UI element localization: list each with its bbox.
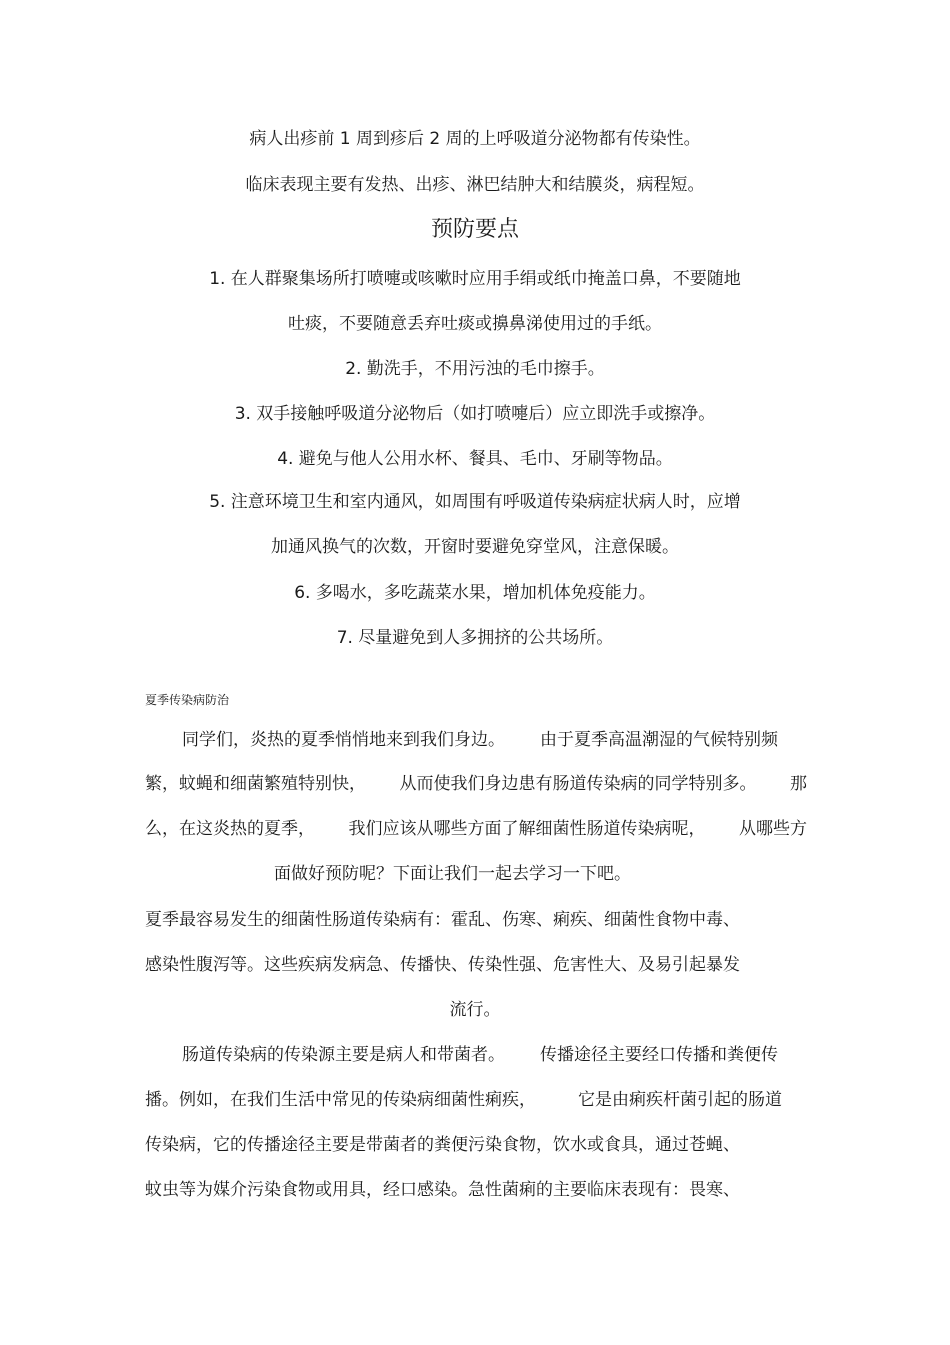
summer-p3-line-3: 传染病，它的传播途径主要是带菌者的粪便污染食物，饮水或食具，通过苍蝇、 [145, 1135, 740, 1155]
summer-p1-line-3-c: 从哪些方 [739, 819, 807, 839]
summer-p1-line-2 [145, 773, 807, 795]
intro-line-2: 临床表现主要有发热、出疹、淋巴结肿大和结膜炎，病程短。 [245, 175, 705, 195]
prevention-item-1-line-1: 1. 在人群聚集场所打喷嚏或咳嗽时应用手绢或纸巾掩盖口鼻，不要随地 [209, 269, 741, 289]
summer-p2-line-3: 流行。 [449, 1000, 501, 1020]
prevention-item-2: 2. 勤洗手，不用污浊的毛巾擦手。 [345, 359, 605, 379]
summer-p1-line-2-c: 那 [790, 774, 807, 794]
prevention-item-6: 6. 多喝水，多吃蔬菜水果，增加机体免疫能力。 [294, 583, 656, 603]
summer-p1-line-2-b: 从而使我们身边患有肠道传染病的同学特别多。 [399, 774, 757, 794]
summer-p1-line-2-a: 繁，蚊蝇和细菌繁殖特别快， [145, 774, 366, 794]
prevention-item-3: 3. 双手接触呼吸道分泌物后（如打喷嚏后）应立即洗手或擦净。 [234, 404, 716, 424]
prevention-title: 预防要点 [430, 217, 519, 242]
summer-p3-line-2-a: 播。例如，在我们生活中常见的传染病细菌性痢疾， [145, 1090, 536, 1110]
prevention-item-5-line-2: 加通风换气的次数，开窗时要避免穿堂风，注意保暖。 [271, 537, 679, 557]
prevention-item-4: 4. 避免与他人公用水杯、餐具、毛巾、牙刷等物品。 [277, 449, 673, 469]
summer-p2-line-1: 夏季最容易发生的细菌性肠道传染病有：霍乱、伤寒、痢疾、细菌性食物中毒、 [145, 910, 740, 930]
prevention-item-5-line-1: 5. 注意环境卫生和室内通风，如周围有呼吸道传染病症状病人时，应增 [209, 492, 741, 512]
prevention-item-7: 7. 尽量避免到人多拥挤的公共场所。 [336, 628, 614, 648]
summer-p1-line-1-a: 同学们，炎热的夏季悄悄地来到我们身边。 [182, 730, 505, 750]
summer-p2-line-2: 感染性腹泻等。这些疾病发病急、传播快、传染性强、危害性大、及易引起暴发 [145, 955, 740, 975]
summer-p3-line-1-b: 传播途径主要经口传播和粪便传 [540, 1045, 778, 1065]
summer-p1-line-3-b: 我们应该从哪些方面了解细菌性肠道传染病呢， [348, 819, 706, 839]
prevention-item-1-line-2: 吐痰，不要随意丢弃吐痰或擤鼻涕使用过的手纸。 [288, 314, 662, 334]
summer-p1-line-4: 面做好预防呢？下面让我们一起去学习一下吧。 [274, 864, 631, 884]
summer-p1-line-3-a: 么，在这炎热的夏季， [145, 819, 315, 839]
summer-p3-line-4: 蚊虫等为媒介污染食物或用具，经口感染。急性菌痢的主要临床表现有：畏寒、 [145, 1180, 740, 1200]
intro-line-1: 病人出疹前 1 周到疹后 2 周的上呼吸道分泌物都有传染性。 [249, 129, 701, 149]
summer-p1-line-1-b: 由于夏季高温潮湿的气候特别频 [540, 730, 778, 750]
summer-section-title: 夏季传染病防治 [145, 693, 230, 707]
summer-p3-line-2-b: 它是由痢疾杆菌引起的肠道 [578, 1090, 782, 1110]
summer-p1-line-3 [145, 818, 807, 840]
summer-p3-line-1-a: 肠道传染病的传染源主要是病人和带菌者。 [182, 1045, 505, 1065]
